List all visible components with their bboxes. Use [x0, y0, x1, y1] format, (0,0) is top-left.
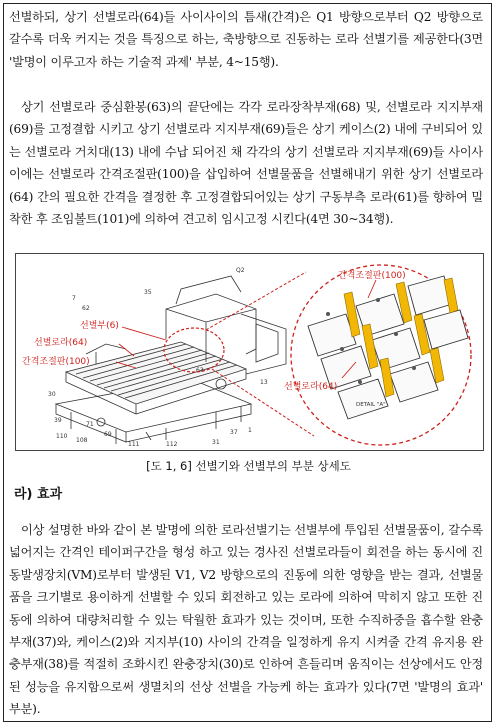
callout-screen-part: 선별부(6): [80, 321, 119, 331]
part-label: 35: [144, 289, 152, 296]
part-label: Q2: [236, 267, 245, 274]
part-label: 7: [72, 295, 76, 302]
detail-callout-spacer-plate: 간격조절판(100): [338, 271, 406, 281]
part-label: 108: [76, 437, 88, 444]
part-label: 71: [86, 421, 94, 428]
callout-sorting-roller: 선별로라(64): [34, 338, 88, 348]
section-heading: 라) 효과: [14, 487, 63, 502]
paragraph-1: 선별하되, 상기 선별로라(64)들 사이사이의 틈새(간격)은 Q1 방향으로부터 Q2 방향으로 갈수록 더욱 커지는 것을 특징으로 하는, 축방향으로 진동하는 로라 선별기를 제공한다(3면 '발명이 이루고자 하는 기술적 과제' 부분, 4~15행).: [9, 10, 483, 69]
part-label: 111: [128, 441, 140, 448]
callout-spacer-plate: 간격조절판(100): [22, 357, 90, 367]
detail-callout-sorting-roller: 선별로라(64): [284, 382, 338, 392]
part-label: 69: [104, 431, 112, 438]
machine-drawing: [56, 276, 286, 444]
part-label: 62: [82, 305, 90, 312]
part-label: 1: [248, 427, 252, 434]
figure-panel: [15, 253, 484, 451]
part-label: 110: [56, 433, 68, 440]
part-label: 112: [166, 441, 178, 448]
paragraph-3: 이상 설명한 바와 같이 본 발명에 의한 로라선별기는 선별부에 투입된 선별물품이, 갈수록 넓어지는 간격인 테이퍼구간을 형성 하고 있는 경사진 선별로라들이 회전을 하는 동시에 진동발생장치(VM)로부터 발생된 V1, V2 방향으로의 진동에 의한 영향을 받는 결과, 선별물품을 크기별로 용이하게 선별할 수 있되 회전하고 있는 로라에 의하여 막히지 않고 또한 진동에 의하여 대량처리할 수 있는 탁월한 효과가 있는 것이며, 또한 수직하중을 흡수할 완충부재(37)와, 케이스(2)와 지지부(10) 사이의 간격을 일정하게 유지 시켜줄 간격 유지용 완충부재(38)를 적절히 조화시킨 완충장치(30)로 인하여 흔들리며 움직이는 선상에서도 안정된 성능을 유지함으로써 생멸치의 선상 선별을 가능케 하는 효과가 있다(7면 '발명의 효과' 부분).: [9, 523, 483, 717]
part-label: 13: [260, 379, 268, 386]
paragraph-2: 상기 선별로라 중심환봉(63)의 끝단에는 각각 로라장착부재(68) 및, 선별로라 지지부재(69)를 고정결합 시키고 상기 선별로라 지지부재(69)들은 상기 케이스(2) 내에 구비되어 있는 선별로라 거치대(13) 내에 수납 되어진 채 각각의 상기 선별로라 지지부재(69)들 사이사이에는 선별로라 간격조절판(100)을 삽입하여 선별물품을 선별해내기 위한 상기 선별로라(64) 간의 필요한 간격을 결정한 후 고정결합되어있는 상기 구동부측 로라(61)를 향하여 밀착한 후 조임볼트(101)에 의하여 견고히 임시고정 시킨다(4면 30~34행).: [9, 100, 483, 227]
detail-a-view: [284, 265, 471, 445]
part-label: 63: [196, 367, 204, 374]
part-label: 31: [212, 439, 220, 446]
figure-caption: [도 1, 6] 선별기와 선별부의 부분 상세도: [146, 459, 351, 473]
part-label: 39: [54, 417, 62, 424]
part-label: 37: [230, 429, 238, 436]
detail-label: DETAIL "A": [356, 402, 386, 408]
part-label: 30: [48, 391, 56, 398]
patent-drawing: [16, 254, 483, 450]
